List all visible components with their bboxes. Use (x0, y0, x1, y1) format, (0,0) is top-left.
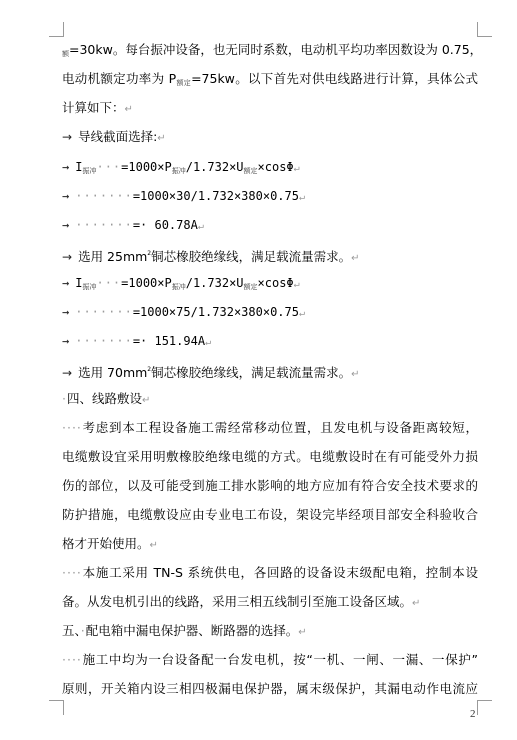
tab-arrow-icon: → (62, 189, 70, 203)
paragraph-mark-icon: ↵ (157, 133, 166, 144)
paragraph-line (62, 474, 478, 498)
formula-text: ×cosΦ (257, 276, 294, 290)
section-heading (62, 619, 478, 643)
paragraph-line (62, 590, 478, 614)
superscript: 2 (147, 250, 152, 257)
crop-mark-top-right (477, 22, 492, 37)
formula-text: /1.732×U (185, 276, 244, 290)
line-text: 备。从发电机引出的线路，采用三相五线制引至施工设备区域。 (62, 594, 413, 609)
list-item (62, 358, 478, 382)
tab-arrow-icon: → (62, 250, 73, 264)
heading-number: 五、 (62, 623, 81, 638)
superscript: 2 (147, 366, 152, 373)
paragraph-line (62, 67, 478, 91)
tab-arrow-icon: → (62, 218, 70, 232)
line-text: 选用 25mm (78, 249, 148, 264)
line-text: 考虑到本工程设备施工需经常移动位置，且发电机与设备距离较短， (81, 420, 478, 435)
subscript: 振冲 (82, 167, 97, 175)
line-text: =30kw。每台振冲设备，也无同时系数，电动机平均功率因数设为 0.75， (69, 42, 483, 57)
formula-line (62, 271, 478, 295)
formula-text: /1.732×U (185, 160, 244, 174)
paragraph-line (62, 677, 478, 701)
subscript: 振冲 (171, 283, 186, 291)
paragraph-mark-icon: ↵ (205, 337, 212, 348)
line-text: 铜芯橡胶绝缘线，满足载流量需求。 (151, 365, 352, 380)
paragraph-mark-icon: ↵ (149, 540, 158, 551)
subscript: 额定 (243, 283, 258, 291)
paragraph-mark-icon: ↵ (298, 192, 306, 203)
space-marks: · (62, 391, 67, 406)
section-heading (62, 387, 478, 411)
space-marks: ··· (96, 276, 122, 290)
space-marks: ···· (62, 420, 82, 435)
formula-line (62, 329, 478, 353)
line-text: 电动机额定功率为 P (62, 71, 177, 86)
space-marks: ···· (62, 565, 82, 580)
formula-line (62, 155, 478, 179)
formula-line (62, 213, 478, 237)
paragraph-mark-icon: ↵ (293, 279, 300, 290)
crop-mark-top-left (49, 22, 64, 37)
space-marks: ······· (75, 305, 133, 319)
tab-arrow-icon: → (62, 305, 70, 319)
paragraph-line (62, 416, 478, 440)
crop-mark-bottom-left (49, 700, 64, 715)
paragraph-mark-icon: ↵ (124, 104, 133, 115)
crop-mark-bottom-right (477, 700, 492, 715)
line-text: 伤的部位，以及可能受到施工排水影响的地方应加有符合安全技术要求的 (62, 478, 478, 493)
paragraph-mark-icon: ↵ (293, 163, 300, 174)
page-number: 2 (470, 708, 476, 720)
subscript: 额定 (176, 79, 192, 87)
paragraph-mark-icon: ↵ (298, 308, 306, 319)
line-text: 选用 70mm (78, 365, 148, 380)
paragraph-line (62, 532, 478, 556)
formula-text: =· 60.78A (132, 218, 198, 232)
paragraph-mark-icon: ↵ (142, 395, 151, 406)
formula-text: ×cosΦ (257, 160, 294, 174)
paragraph-mark-icon: ↵ (412, 598, 421, 609)
tab-arrow-icon: → (62, 160, 70, 174)
formula-symbol: I (75, 276, 83, 290)
formula-symbol: I (75, 160, 83, 174)
space-marks: ······· (75, 218, 133, 232)
paragraph-mark-icon: ↵ (298, 627, 307, 638)
formula-line (62, 300, 478, 324)
list-item (62, 242, 478, 266)
line-text: =75kw。以下首先对供电线路进行计算，具体公式 (191, 71, 479, 86)
subscript: 额 (62, 50, 69, 58)
line-text: 本施工采用 TN-S 系统供电，各回路的设备设末级配电箱，控制本设 (81, 565, 478, 580)
line-text: 防护措施，电缆敷设应由专业电工布设，架设完毕经项目部安全科验收合 (62, 507, 478, 522)
line-text: 计算如下： (62, 100, 125, 115)
line-text: 铜芯橡胶绝缘线，满足载流量需求。 (151, 249, 352, 264)
formula-text: =1000×75/1.732×380×0.75 (132, 305, 299, 319)
line-text: 格才开始使用。 (62, 536, 150, 551)
formula-text: =1000×P (121, 160, 172, 174)
paragraph-line (62, 96, 478, 120)
space-marks: ··· (96, 160, 122, 174)
subscript: 振冲 (82, 283, 97, 291)
line-text: 施工中均为一台设备配一台发电机，按“一机、一闸、一漏、一保护” (81, 652, 478, 667)
line-text: 导线截面选择: (78, 129, 158, 144)
heading-text: 配电箱中漏电保护器、断路器的选择。 (85, 623, 299, 638)
tab-arrow-icon: → (62, 130, 73, 144)
paragraph-line (62, 38, 483, 62)
formula-text: =· 151.94A (132, 334, 206, 348)
space-marks: · (80, 623, 86, 638)
space-marks: ······· (75, 189, 133, 203)
line-text: 原则，开关箱内设三相四极漏电保护器，属末级保护，其漏电动作电流应 (62, 681, 478, 696)
paragraph-mark-icon: ↵ (351, 253, 360, 264)
paragraph-line (62, 561, 478, 585)
list-item (62, 125, 478, 149)
subscript: 额定 (243, 167, 258, 175)
space-marks: ······· (75, 334, 133, 348)
paragraph-line (62, 445, 478, 469)
paragraph-line (62, 503, 478, 527)
tab-arrow-icon: → (62, 276, 70, 290)
line-text: 电缆敷设宜采用明敷橡胶绝缘电缆的方式。电缆敷设时在有可能受外力损 (62, 449, 478, 464)
paragraph-line (62, 648, 478, 672)
space-marks: ···· (62, 652, 82, 667)
paragraph-mark-icon: ↵ (351, 369, 360, 380)
formula-text: =1000×P (121, 276, 172, 290)
tab-arrow-icon: → (62, 366, 73, 380)
paragraph-mark-icon: ↵ (197, 221, 204, 232)
subscript: 振冲 (171, 167, 186, 175)
formula-line (62, 184, 478, 208)
formula-text: =1000×30/1.732×380×0.75 (132, 189, 299, 203)
tab-arrow-icon: → (62, 334, 70, 348)
heading-text: 四、线路敷设 (66, 391, 142, 406)
